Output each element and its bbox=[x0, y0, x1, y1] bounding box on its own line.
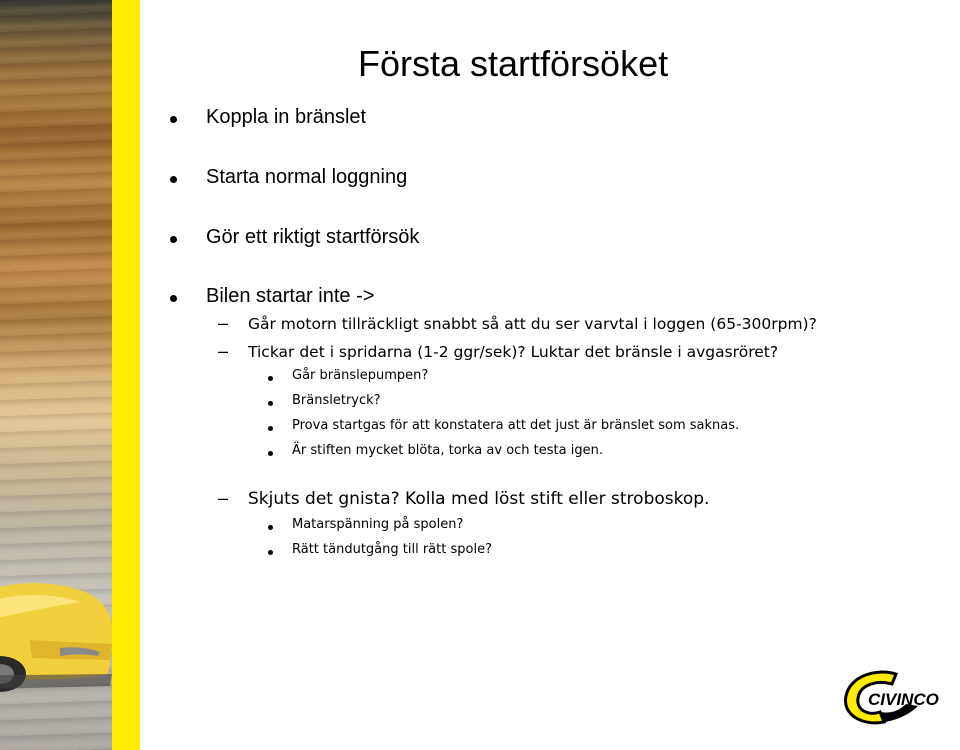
list-item: Bränsletryck? bbox=[292, 393, 381, 408]
bullet-icon bbox=[170, 236, 177, 243]
list-item: Är stiften mycket blöta, torka av och testa igen. bbox=[292, 443, 603, 458]
list-item: Koppla in bränslet bbox=[206, 106, 367, 128]
dash-icon: – bbox=[218, 313, 229, 333]
bullet-icon bbox=[170, 116, 177, 123]
bullet-icon bbox=[268, 451, 273, 456]
bullet-icon bbox=[170, 176, 177, 183]
bullet-icon bbox=[268, 525, 273, 530]
civinco-logo bbox=[840, 666, 958, 728]
list-item: Skjuts det gnista? Kolla med löst stift eller stroboskop. bbox=[248, 489, 710, 509]
list-item: Går motorn tillräckligt snabbt så att du ser varvtal i loggen (65-300rpm)? bbox=[248, 315, 817, 333]
bullet-icon bbox=[268, 550, 273, 555]
logo-text: CIVINCO bbox=[868, 690, 939, 709]
list-item: Tickar det i spridarna (1-2 ggr/sek)? Luktar det bränsle i avgasröret? bbox=[248, 343, 779, 361]
bullet-icon bbox=[170, 295, 177, 302]
bullet-icon bbox=[268, 426, 273, 431]
list-item: Gör ett riktigt startförsök bbox=[206, 226, 420, 248]
list-item: Matarspänning på spolen? bbox=[292, 517, 464, 532]
list-item: Går bränslepumpen? bbox=[292, 368, 429, 383]
dash-icon: – bbox=[218, 488, 229, 508]
bullet-icon bbox=[268, 376, 273, 381]
list-item: Prova startgas för att konstatera att det just är bränslet som saknas. bbox=[292, 418, 740, 433]
list-item: Bilen startar inte -> bbox=[206, 285, 375, 307]
list-item: Starta normal loggning bbox=[206, 166, 408, 188]
dash-icon: – bbox=[218, 341, 229, 361]
slide-title: Första startförsöket bbox=[358, 43, 669, 84]
list-item: Rätt tändutgång till rätt spole? bbox=[292, 542, 492, 557]
bullet-icon bbox=[268, 401, 273, 406]
